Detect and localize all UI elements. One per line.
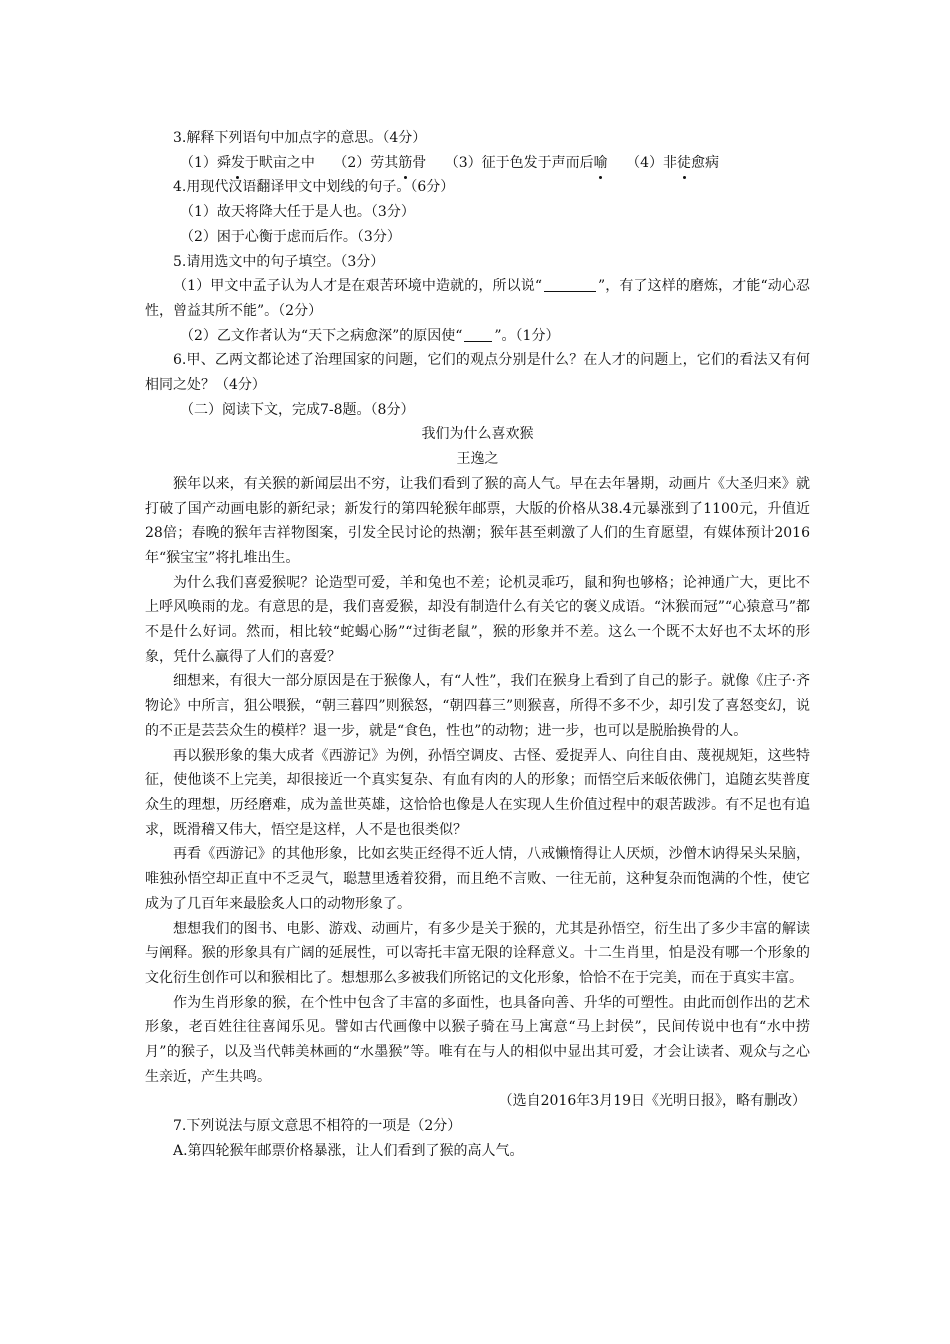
q7-option-a: A.第四轮猴年邮票价格暴涨，让人们看到了猴的高人气。 [173, 1142, 524, 1159]
q3-item4-dotted-char: 徒 [677, 151, 691, 176]
q5-item2 [145, 324, 810, 349]
q3-item4-post: 愈病 [691, 154, 720, 171]
article-paragraph: 作为生肖形象的猴，在个性中包含了丰富的多面性，也具备向善、升华的可塑性。由此而创作出的艺术形象，老百姓往往喜闻乐见。譬如古代画像中以猴子骑在马上寓意“马上封侯”，民间传说中也有“水中捞月”的猴子，以及当代韩美林画的“水墨猴”等。唯有在与人的相似中显出其可爱，才会让读者、观众与之心生亲近，产生共鸣。 [145, 994, 810, 1085]
article-paragraph: 想想我们的图书、电影、游戏、动画片，有多少是关于猴的，尤其是孙悟空，衍生出了多少丰富的解读与阐释。猴的形象具有广阔的延展性，可以寄托丰富无限的诠释意义。十二生肖里，怕是没有哪一个形象的文化衍生创作可以和猴相比了。想想那么多被我们所铭记的文化形象，恰恰不在于完美，而在于真实丰富。 [145, 920, 810, 986]
q3-item4-pre: （4）非 [626, 154, 678, 171]
q7-stem: 7.下列说法与原文意思不相符的一项是（2分） [173, 1118, 462, 1135]
q5-item2-blank [464, 325, 492, 342]
q6-stem: 6.甲、乙两文都论述了治理国家的问题，它们的观点分别是什么？在人才的问题上，它们的看法又有何相同之处？（4分） [145, 352, 810, 394]
q5-item1 [145, 274, 810, 323]
q4-item1: （1）故天将降大任于是人也。（3分） [180, 204, 415, 221]
q5-item2-pre: （2）乙文作者认为“天下之病愈深”的原因使“ [180, 327, 463, 344]
article-author: 王逸之 [456, 451, 499, 468]
q5-item2-post: ”。（1分） [494, 327, 560, 344]
q3-item3-dotted-char: 喻 [594, 151, 608, 176]
q3-item1-dotted-char: 发 [231, 151, 245, 176]
q4-item2: （2）困于心衡于虑而后作。（3分） [180, 228, 401, 245]
q3-items [145, 151, 810, 176]
article-source: （选自2016年3月19日《光明日报》，略有删改） [498, 1093, 806, 1110]
q3-item2-post: 骨 [412, 154, 427, 171]
exam-page [145, 126, 810, 1164]
article-title: 我们为什么喜欢猴 [421, 426, 534, 443]
article-paragraph: 猴年以来，有关猴的新闻层出不穷，让我们看到了猴的高人气。早在去年暑期，动画片《大圣归来》就打破了国产动画电影的新纪录；新发行的第四轮猴年邮票，大版的价格从38.4元暴涨到了1100元，升值近28倍；春晚的猴年吉祥物图案，引发全民讨论的热潮；猴年甚至刺激了人们的生育愿望，有媒体预计2016年“猴宝宝”将扎堆出生。 [145, 475, 810, 566]
section2-heading: （二）阅读下文，完成7-8题。（8分） [180, 401, 415, 418]
q4-stem: 4.用现代汉语翻译甲文中划线的句子。（6分） [173, 179, 455, 196]
q3-item3-pre: （3）征于色发于声而后 [444, 154, 594, 171]
q3-item2-pre: （2）劳其 [333, 154, 399, 171]
article-paragraph: 再看《西游记》的其他形象，比如玄奘正经得不近人情，八戒懒惰得让人厌烦，沙僧木讷得呆头呆脑，唯独孙悟空却正直中不乏灵气，聪慧里透着狡猾，而且绝不言败、一往无前，这种复杂而饱满的个性，使它成为了几百年来最脍炙人口的动物形象了。 [145, 846, 810, 912]
q5-item1-pre: （1）甲文中孟子认为人才是在艰苦环境中造就的，所以说“ [173, 278, 542, 295]
article-paragraph: 细想来，有很大一部分原因是在于猴像人，有“人性”，我们在猴身上看到了自己的影子。就像《庄子·齐物论》中所言，狙公喂猴，“朝三暮四”则猴怒，“朝四暮三”则猴喜，所得不多不少，却引发了喜怒变幻，说的不正是芸芸众生的模样？退一步，就是“食色，性也”的动物；进一步，也可以是脱胎换骨的人。 [145, 673, 810, 739]
q3-stem: 3.解释下列语句中加点字的意思。（4分） [173, 130, 427, 146]
q5-stem: 5.请用选文中的句子填空。（3分） [173, 253, 385, 270]
q3-item1-pre: （1）舜 [180, 154, 231, 171]
q3-item2-dotted-char: 筋 [398, 151, 412, 176]
article-paragraph: 再以猴形象的集大成者《西游记》为例，孙悟空调皮、古怪、爱捉弄人、向往自由、蔑视规矩，这些特征，使他谈不上完美，却很接近一个真实复杂、有血有肉的人的形象；而悟空后来皈依佛门，追随玄奘普度众生的理想，历经磨难，成为盖世英雄，这恰恰也像是人在实现人生价值过程中的艰苦跋涉。有不足也有追求，既滑稽又伟大，悟空是这样，人不是也很类似？ [145, 747, 810, 838]
q5-item1-post: ”，有了这样的磨炼，才能“动心忍性，曾益其所不能”。（2分） [145, 278, 810, 319]
q5-item1-blank [544, 275, 596, 292]
article-paragraph: 为什么我们喜爱猴呢？论造型可爱，羊和兔也不差；论机灵乖巧，鼠和狗也够格；论神通广大，更比不上呼风唤雨的龙。有意思的是，我们喜爱猴，却没有制造什么有关它的褒义成语。“沐猴而冠”“心猿意马”都不是什么好词。然而，相比较“蛇蝎心肠”“过街老鼠”，猴的形象并不差。这么一个既不太好也不太坏的形象，凭什么赢得了人们的喜爱？ [145, 574, 810, 665]
q3-item1-post: 于畎亩之中 [244, 154, 315, 171]
